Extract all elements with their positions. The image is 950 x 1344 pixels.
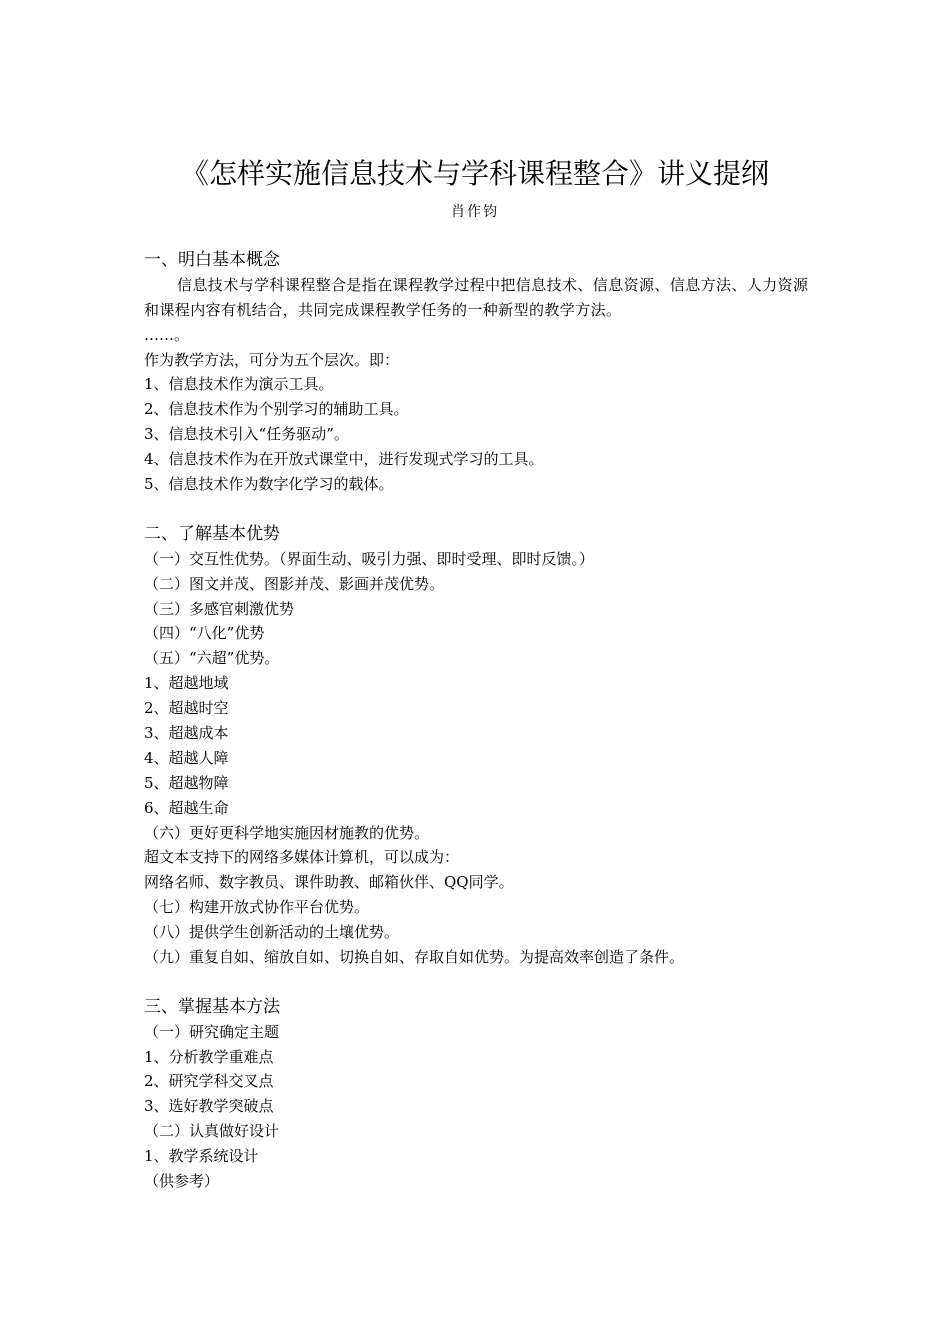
list-item: 6、超越生命: [144, 798, 229, 817]
list-item: （七）构建开放式协作平台优势。: [144, 898, 370, 917]
levels-intro: 作为教学方法，可分为五个层次。即：: [144, 350, 400, 369]
ellipsis-line: ……。: [144, 325, 190, 344]
list-item: （三）多感官刺激优势: [144, 599, 295, 618]
list-item: （六）更好更科学地实施因材施教的优势。: [144, 823, 430, 842]
definition-paragraph: 信息技术与学科课程整合是指在课程教学过程中把信息技术、信息资源、信息方法、人力资源和课程内容有机结合，共同完成课程教学任务的一种新型的教学方法。: [144, 275, 809, 319]
list-item: （五）“六超”优势。: [144, 649, 280, 668]
list-item: 1、分析教学重难点: [144, 1047, 274, 1066]
list-item: 超文本支持下的网络多媒体计算机，可以成为：: [144, 848, 460, 867]
list-item: （二）图文并茂、图影并茂、影画并茂优势。: [144, 574, 445, 593]
list-item: （四）“八化”优势: [144, 624, 265, 643]
list-item: （二）认真做好设计: [144, 1122, 280, 1141]
list-item: （一）交互性优势。（界面生动、吸引力强、即时受理、即时反馈。）: [144, 549, 595, 568]
list-item: （一）研究确定主题: [144, 1022, 280, 1041]
section-heading: 二、了解基本优势: [144, 523, 280, 544]
list-item: （九）重复自如、缩放自如、切换自如、存取自如优势。为提高效率创造了条件。: [144, 947, 685, 966]
list-item: 5、信息技术作为数字化学习的载体。: [144, 475, 394, 494]
list-item: 4、超越人障: [144, 748, 229, 767]
document-title: 《怎样实施信息技术与学科课程整合》讲义提纲: [180, 157, 769, 190]
list-item: （八）提供学生创新活动的土壤优势。: [144, 923, 400, 942]
list-item: 3、信息技术引入“任务驱动”。: [144, 425, 349, 444]
list-item: 2、信息技术作为个别学习的辅助工具。: [144, 400, 409, 419]
list-item: 2、超越时空: [144, 699, 229, 718]
section-heading: 一、明白基本概念: [144, 250, 280, 270]
list-item: 3、选好教学突破点: [144, 1097, 274, 1116]
document-body: [144, 248, 810, 1194]
list-item: 1、超越地域: [144, 674, 229, 693]
list-item: 网络名师、数字教员、课件助教、邮箱伙伴、QQ同学。: [144, 873, 514, 892]
section-heading: 三、掌握基本方法: [144, 996, 280, 1017]
list-item: 4、信息技术作为在开放式课堂中，进行发现式学习的工具。: [144, 450, 544, 469]
list-item: 1、信息技术作为演示工具。: [144, 375, 334, 394]
list-item: 3、超越成本: [144, 723, 229, 742]
author-name: 肖作钧: [451, 204, 499, 220]
list-item: 1、教学系统设计: [144, 1147, 259, 1166]
list-item: （供参考）: [144, 1171, 220, 1190]
list-item: 2、研究学科交叉点: [144, 1072, 274, 1091]
list-item: 5、超越物障: [144, 773, 229, 792]
